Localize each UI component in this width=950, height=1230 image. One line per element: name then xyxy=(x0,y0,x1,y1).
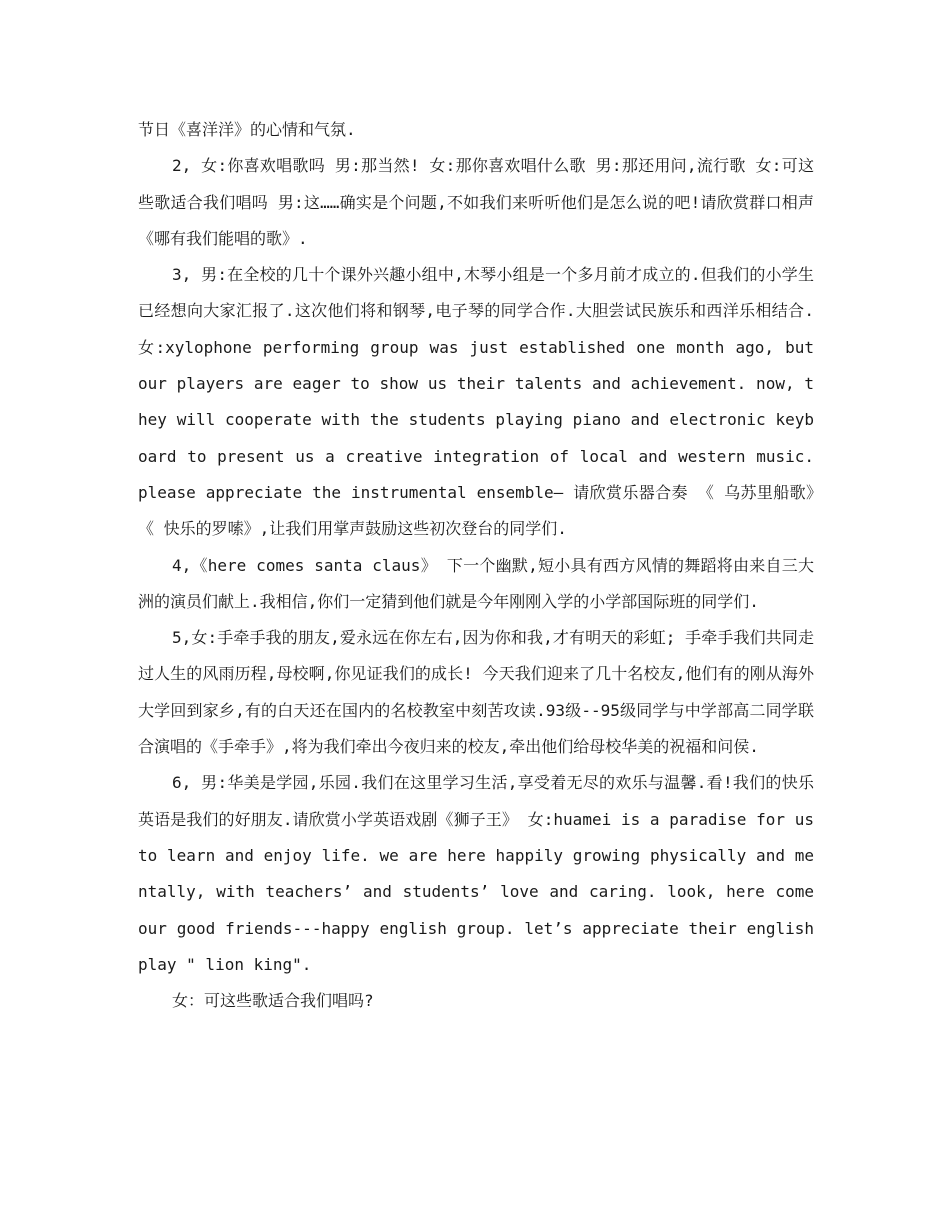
paragraph-7: 女：可这些歌适合我们唱吗? xyxy=(172,991,374,1011)
paragraph-5: 5,女:手牵手我的朋友,爱永远在你左右,因为你和我,才有明天的彩虹; 手牵手我们共同走过人生的风雨历程,母校啊,你见证我们的成长! 今天我们迎来了几十名校友,他们有的刚从海外大学回到家乡,有的白天还在国内的名校教室中刻苦攻读.93级--95级同学与中学部高二同学联合演唱的《手牵手》,将为我们牵出今夜归来的校友,牵出他们给母校华美的祝福和问侯. xyxy=(138,628,814,757)
paragraph-2: 2, 女:你喜欢唱歌吗 男:那当然! 女:那你喜欢唱什么歌 男:那还用问,流行歌 女:可这些歌适合我们唱吗 男:这……确实是个问题,不如我们来听听他们是怎么说的吧!请欣赏群口相声《哪有我们能唱的歌》. xyxy=(138,156,814,248)
paragraph-1: 节日《喜洋洋》的心情和气氛. xyxy=(138,120,356,139)
paragraph-3: 3, 男:在全校的几十个课外兴趣小组中,木琴小组是一个多月前才成立的.但我们的小学生已经想向大家汇报了.这次他们将和钢琴,电子琴的同学合作.大胆尝试民族乐和西洋乐相结合. 女:xylophone performing group was just established one month ago, but our players are eager to show us their talents and achievement. now, they will cooperate with the students playing piano and electronic keyboard to present us a creative integration of local and western music. please appreciate the instrumental ensemble— 请欣赏乐器合奏 《 乌苏里船歌》《 快乐的罗嗦》,让我们用掌声鼓励这些初次登台的同学们. xyxy=(138,265,814,539)
paragraph-4: 4,《here comes santa claus》 下一个幽默,短小具有西方风情的舞蹈将由来自三大洲的演员们献上.我相信,你们一定猜到他们就是今年刚刚入学的小学部国际班的同学们. xyxy=(138,555,814,611)
document-body xyxy=(138,112,814,1019)
paragraph-6: 6, 男:华美是学园,乐园.我们在这里学习生活,享受着无尽的欢乐与温馨.看!我们的快乐英语是我们的好朋友.请欣赏小学英语戏剧《狮子王》 女:huamei is a paradise for us to learn and enjoy life. we are here happily growing physically and mentally, with teachers’ and students’ love and caring. look, here come our good friends---happy english group. let’s appreciate their english play " lion king". xyxy=(138,773,814,974)
